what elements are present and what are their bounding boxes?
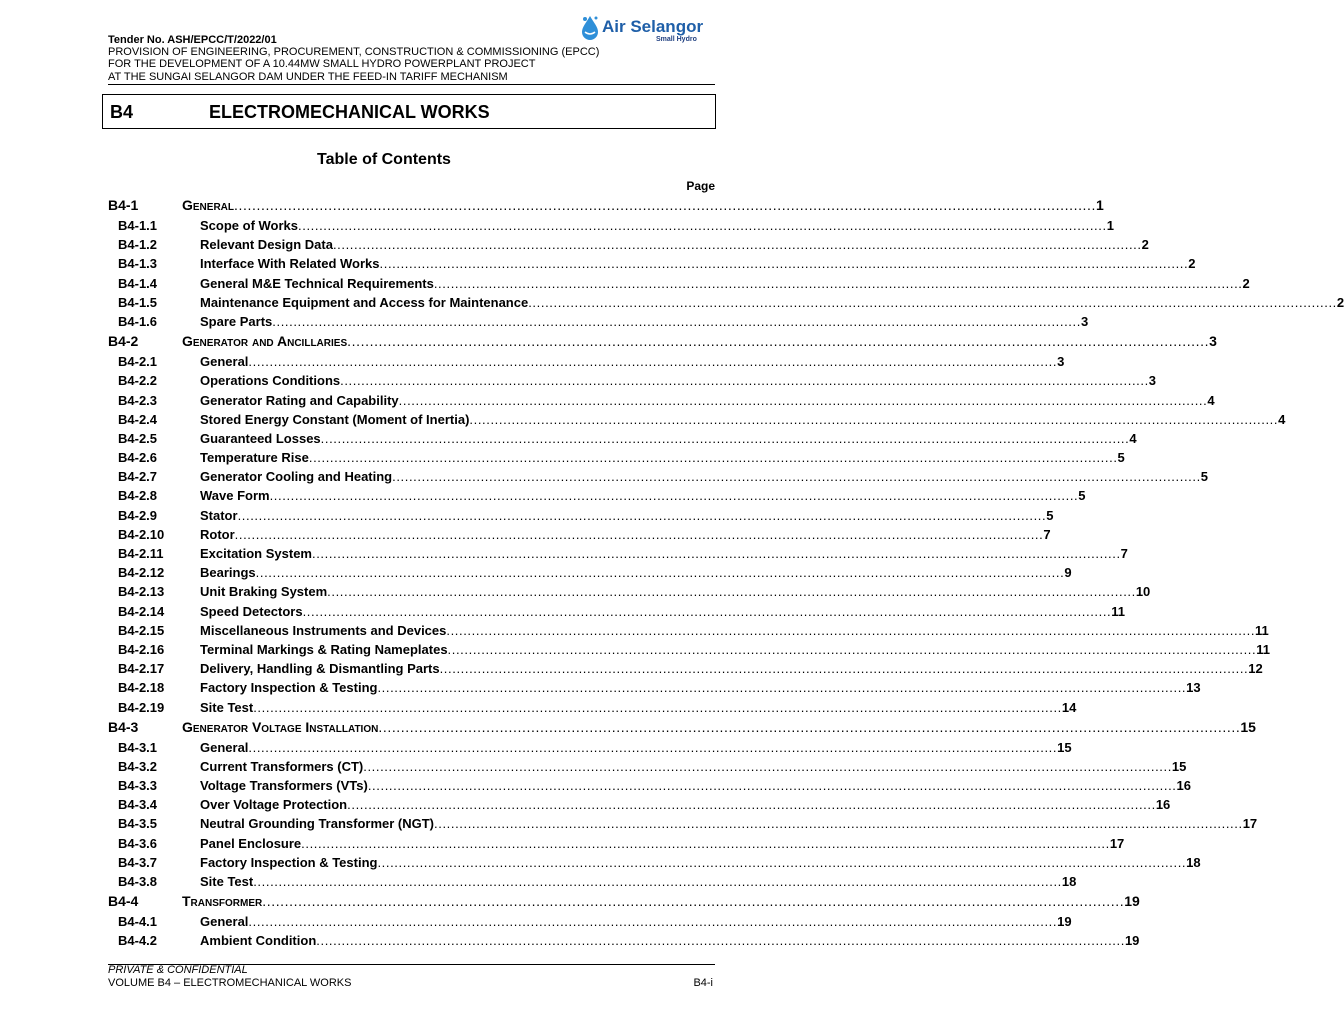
toc-entry-page: 19 <box>1057 914 1072 930</box>
toc-entry-page: 19 <box>1124 933 1140 949</box>
toc-subsection-entry[interactable] <box>108 507 1054 527</box>
toc-entry-title: Miscellaneous Instruments and Devices <box>200 622 447 638</box>
toc-entry-page: 18 <box>1186 854 1201 870</box>
toc-section-entry[interactable] <box>108 197 1104 218</box>
toc-entry-number: B4-3.1 <box>118 739 158 755</box>
toc-subsection-entry[interactable] <box>108 488 1086 507</box>
toc-dot-leader <box>327 584 1136 599</box>
toc-entry-title: Stored Energy Constant (Moment of Inertia) <box>200 411 470 427</box>
toc-entry-number: B4-2.6 <box>118 450 158 466</box>
toc-dot-leader <box>347 333 1209 349</box>
toc-entry-title: Factory Inspection & Testing <box>200 854 378 870</box>
toc-entry-title: Operations Conditions <box>200 373 341 389</box>
toc-entry-title: Spare Parts <box>200 313 273 329</box>
toc-entry-title: Transformer <box>182 893 263 910</box>
toc-dot-leader <box>392 469 1201 484</box>
toc-subsection-entry[interactable] <box>108 565 1072 584</box>
toc-dot-leader <box>238 508 1047 523</box>
toc-entry-title: General <box>200 739 249 755</box>
toc-entry-number: B4-2.13 <box>118 584 165 600</box>
section-code: B4 <box>110 102 134 122</box>
toc-dot-leader <box>347 797 1156 812</box>
toc-subsection-entry[interactable] <box>108 275 1250 295</box>
air-selangor-logo <box>574 12 714 48</box>
toc-dot-leader <box>253 700 1062 715</box>
toc-entry-page: 13 <box>1186 680 1201 696</box>
toc-dot-leader <box>312 546 1121 561</box>
toc-entry-page: 2 <box>1242 275 1250 291</box>
toc-entry-title: Maintenance Equipment and Access for Maintenance <box>200 294 529 310</box>
toc-entry-page: 1 <box>1106 218 1114 233</box>
toc-entry-number: B4-2.2 <box>118 373 158 389</box>
toc-dot-leader <box>234 197 1096 213</box>
toc-dot-leader <box>434 276 1243 291</box>
toc-entry-number: B4-2.9 <box>118 507 158 523</box>
toc-dot-leader <box>469 412 1278 427</box>
toc-dot-leader <box>340 373 1149 388</box>
toc-entry-page: 3 <box>1080 313 1089 329</box>
toc-subsection-entry[interactable] <box>108 546 1128 565</box>
toc-dot-leader <box>270 488 1079 503</box>
toc-dot-leader <box>378 719 1240 735</box>
toc-entry-page: 2 <box>1188 256 1196 272</box>
toc-subsection-entry[interactable] <box>108 603 1126 623</box>
toc-dot-leader <box>262 893 1124 909</box>
toc-entry-title: Interface With Related Works <box>200 256 380 272</box>
toc-entry-number: B4-3.7 <box>118 854 158 870</box>
toc-entry-title: Site Test <box>200 874 254 889</box>
toc-dot-leader <box>253 874 1062 889</box>
toc-entry-title: Terminal Markings & Rating Nameplates <box>200 641 448 657</box>
section-title: ELECTROMECHANICAL WORKS <box>209 102 490 122</box>
toc-entry-number: B4-4.2 <box>118 933 158 949</box>
toc-entry-number: B4-1 <box>108 197 139 213</box>
tender-number: Tender No. ASH/EPCC/T/2022/01 <box>108 34 277 46</box>
toc-subsection-entry[interactable] <box>108 680 1201 699</box>
header-divider <box>108 84 715 85</box>
toc-dot-leader <box>303 604 1112 619</box>
volume-label: VOLUME B4 – ELECTROMECHANICAL WORKS <box>108 977 352 989</box>
toc-entry-number: B4-2.8 <box>118 488 158 504</box>
toc-subsection-entry[interactable] <box>108 699 1077 719</box>
toc-dot-leader <box>248 354 1057 369</box>
toc-entry-number: B4-4 <box>108 893 139 910</box>
toc-dot-leader <box>272 314 1081 329</box>
toc-subsection-entry[interactable] <box>108 584 1151 603</box>
toc-entry-title: Stator <box>200 507 238 523</box>
toc-dot-leader <box>301 836 1110 851</box>
section-heading-box <box>102 94 716 129</box>
toc-entry-page: 14 <box>1061 699 1077 715</box>
toc-entry-title: Unit Braking System <box>200 584 328 600</box>
toc-entry-page: 3 <box>1057 354 1065 370</box>
toc-entry-title: Factory Inspection & Testing <box>200 680 378 696</box>
toc-entry-number: B4-2.12 <box>118 565 165 581</box>
header-line: PROVISION OF ENGINEERING, PROCUREMENT, CONSTRUCTION & COMMISSIONING (EPCC) <box>108 46 600 58</box>
toc-dot-leader <box>434 816 1243 831</box>
toc-entry-page: 15 <box>1240 718 1256 735</box>
toc-subsection-entry[interactable] <box>108 430 1137 450</box>
toc-entry-page: 2 <box>1141 237 1149 253</box>
toc-entry-page: 17 <box>1109 835 1125 851</box>
toc-entry-title: Wave Form <box>200 488 270 504</box>
toc-subsection-entry[interactable] <box>108 354 1065 373</box>
toc-entry-page: 7 <box>1043 526 1051 542</box>
toc-entry-number: B4-2.1 <box>118 354 158 370</box>
toc-entry-number: B4-3.6 <box>118 835 158 851</box>
toc-entry-title: Scope of Works <box>200 218 299 233</box>
toc-entry-number: B4-2.15 <box>118 622 165 638</box>
toc-dot-leader <box>333 237 1142 252</box>
toc-entry-number: B4-3.8 <box>118 874 158 889</box>
toc-entry-page: 16 <box>1155 797 1171 813</box>
toc-entry-page: 12 <box>1248 661 1263 677</box>
toc-dot-leader <box>298 218 1107 233</box>
toc-entry-number: B4-1.5 <box>118 294 158 310</box>
toc-dot-leader <box>377 855 1186 870</box>
toc-entry-number: B4-1.4 <box>118 275 158 291</box>
toc-dot-leader <box>235 527 1044 542</box>
toc-subsection-entry[interactable] <box>108 835 1125 855</box>
toc-section-entry[interactable] <box>108 893 1140 914</box>
toc-entry-title: General <box>200 354 249 370</box>
toc-entry-title: General <box>200 914 249 930</box>
toc-entry-number: B4-2.16 <box>118 641 165 657</box>
logo-subtitle: Small Hydro <box>656 36 697 43</box>
toc-entry-number: B4-3.2 <box>118 758 158 774</box>
toc-entry-page: 2 <box>1336 294 1344 310</box>
toc-subsection-entry[interactable] <box>108 874 1077 893</box>
toc-entry-title: Guaranteed Losses <box>200 430 321 446</box>
toc-entry-page: 11 <box>1111 603 1126 619</box>
toc-entry-page: 7 <box>1120 546 1128 561</box>
toc-entry-page: 4 <box>1207 392 1215 408</box>
toc-subsection-entry[interactable] <box>108 661 1263 680</box>
toc-entry-page: 18 <box>1061 874 1077 889</box>
toc-entry-title: Temperature Rise <box>200 450 309 466</box>
toc-entry-number: B4-3.3 <box>118 778 158 794</box>
toc-subsection-entry[interactable] <box>108 313 1089 333</box>
toc-subsection-entry[interactable] <box>108 641 1270 661</box>
toc-dot-leader <box>528 295 1337 310</box>
toc-dot-leader <box>380 256 1189 271</box>
toc-subsection-entry[interactable] <box>108 237 1149 256</box>
toc-subsection-entry[interactable] <box>108 622 1269 642</box>
toc-dot-leader <box>368 778 1177 793</box>
toc-entry-title: Generator Cooling and Heating <box>200 469 393 485</box>
toc-entry-page: 11 <box>1255 622 1269 638</box>
toc-entry-number: B4-2.10 <box>118 526 165 542</box>
toc-dot-leader <box>309 450 1118 465</box>
confidential-label: PRIVATE & CONFIDENTIAL <box>108 964 248 976</box>
header-line: FOR THE DEVELOPMENT OF A 10.44MW SMALL HYDRO POWERPLANT PROJECT <box>108 58 536 71</box>
toc-subsection-entry[interactable] <box>108 816 1258 835</box>
toc-entry-title: Generator Voltage Installation <box>182 718 379 735</box>
toc-subsection-entry[interactable] <box>108 392 1215 412</box>
toc-dot-leader <box>321 431 1130 446</box>
toc-entry-number: B4-3 <box>108 718 139 735</box>
toc-subsection-entry[interactable] <box>108 294 1344 314</box>
toc-title: Table of Contents <box>317 151 451 168</box>
toc-section-entry[interactable] <box>108 333 1217 354</box>
toc-subsection-entry[interactable] <box>108 914 1072 933</box>
toc-subsection-entry[interactable] <box>108 933 1140 952</box>
toc-entry-title: Current Transformers (CT) <box>200 758 364 774</box>
toc-entry-number: B4-2.14 <box>118 603 165 619</box>
toc-entry-number: B4-1.6 <box>118 313 158 329</box>
toc-subsection-entry[interactable] <box>108 739 1072 759</box>
toc-entry-title: Site Test <box>200 699 254 715</box>
toc-entry-number: B4-3.5 <box>118 816 158 832</box>
toc-entry-title: Excitation System <box>200 546 312 561</box>
toc-entry-page: 15 <box>1057 739 1072 755</box>
toc-entry-number: B4-2.4 <box>118 411 158 427</box>
toc-entry-title: Ambient Condition <box>200 933 317 949</box>
toc-dot-leader <box>440 661 1249 676</box>
page-column-label: Page <box>686 179 715 193</box>
toc-entry-number: B4-2 <box>108 333 139 350</box>
toc-entry-title: Relevant Design Data <box>200 237 333 253</box>
toc-dot-leader <box>399 393 1208 408</box>
toc-entry-title: Rotor <box>200 526 235 542</box>
toc-entry-page: 16 <box>1176 778 1191 794</box>
toc-entry-page: 3 <box>1209 333 1217 350</box>
toc-entry-title: Generator Rating and Capability <box>200 392 399 408</box>
toc-dot-leader <box>316 933 1125 948</box>
toc-entry-title: Bearings <box>200 565 256 581</box>
toc-subsection-entry[interactable] <box>108 218 1114 237</box>
toc-entry-title: Delivery, Handling & Dismantling Parts <box>200 661 440 677</box>
table-of-contents <box>108 197 1344 953</box>
toc-entry-number: B4-4.1 <box>118 914 158 930</box>
toc-entry-page: 4 <box>1278 411 1286 427</box>
toc-entry-title: Panel Enclosure <box>200 835 302 851</box>
logo-wordmark: Air Selangor <box>602 17 704 36</box>
toc-subsection-entry[interactable] <box>108 526 1051 546</box>
toc-entry-title: Speed Detectors <box>200 603 303 619</box>
toc-entry-number: B4-3.4 <box>118 797 158 813</box>
toc-entry-title: General <box>182 197 235 213</box>
toc-entry-title: Neutral Grounding Transformer (NGT) <box>200 816 435 832</box>
water-drop-icon <box>576 13 604 43</box>
toc-subsection-entry[interactable] <box>108 256 1196 275</box>
toc-entry-page: 5 <box>1117 450 1125 466</box>
toc-subsection-entry[interactable] <box>108 758 1187 778</box>
toc-subsection-entry[interactable] <box>108 797 1171 816</box>
toc-dot-leader <box>448 642 1257 657</box>
toc-subsection-entry[interactable] <box>108 854 1201 874</box>
toc-entry-number: B4-2.7 <box>118 469 158 485</box>
toc-dot-leader <box>446 623 1255 638</box>
header-line: AT THE SUNGAI SELANGOR DAM UNDER THE FEED-IN TARIFF MECHANISM <box>108 70 508 83</box>
toc-entry-title: Generator and Ancillaries <box>182 333 348 350</box>
toc-entry-page: 10 <box>1135 584 1151 600</box>
toc-entry-number: B4-2.17 <box>118 661 165 677</box>
toc-subsection-entry[interactable] <box>108 469 1209 488</box>
toc-entry-title: Voltage Transformers (VTs) <box>200 778 368 794</box>
toc-entry-title: General M&E Technical Requirements <box>200 275 434 291</box>
toc-entry-page: 5 <box>1046 507 1054 523</box>
toc-entry-number: B4-2.18 <box>118 680 165 696</box>
toc-entry-number: B4-1.1 <box>118 218 158 233</box>
toc-dot-leader <box>377 680 1186 695</box>
toc-section-entry[interactable] <box>108 718 1256 740</box>
toc-entry-number: B4-2.19 <box>118 699 165 715</box>
toc-entry-number: B4-1.3 <box>118 256 158 272</box>
toc-entry-page: 5 <box>1200 469 1209 485</box>
toc-dot-leader <box>256 565 1065 580</box>
toc-subsection-entry[interactable] <box>108 373 1157 392</box>
toc-dot-leader <box>363 759 1172 774</box>
toc-subsection-entry[interactable] <box>108 778 1191 797</box>
toc-subsection-entry[interactable] <box>108 450 1125 469</box>
toc-entry-number: B4-2.11 <box>118 546 164 561</box>
toc-entry-page: 4 <box>1129 430 1137 446</box>
toc-entry-number: B4-2.5 <box>118 430 158 446</box>
toc-entry-title: Over Voltage Protection <box>200 797 348 813</box>
toc-entry-number: B4-1.2 <box>118 237 158 253</box>
toc-subsection-entry[interactable] <box>108 411 1286 431</box>
page-number: B4-i <box>693 977 713 989</box>
toc-entry-page: 3 <box>1148 373 1157 389</box>
toc-entry-page: 17 <box>1242 816 1258 832</box>
toc-entry-number: B4-2.3 <box>118 392 158 408</box>
toc-dot-leader <box>248 914 1057 929</box>
toc-entry-page: 19 <box>1124 893 1140 910</box>
toc-entry-page: 15 <box>1171 758 1187 774</box>
toc-entry-page: 1 <box>1096 197 1104 213</box>
toc-entry-page: 11 <box>1256 641 1270 657</box>
toc-entry-page: 5 <box>1078 488 1086 504</box>
toc-entry-page: 9 <box>1064 565 1072 581</box>
toc-dot-leader <box>248 740 1057 755</box>
